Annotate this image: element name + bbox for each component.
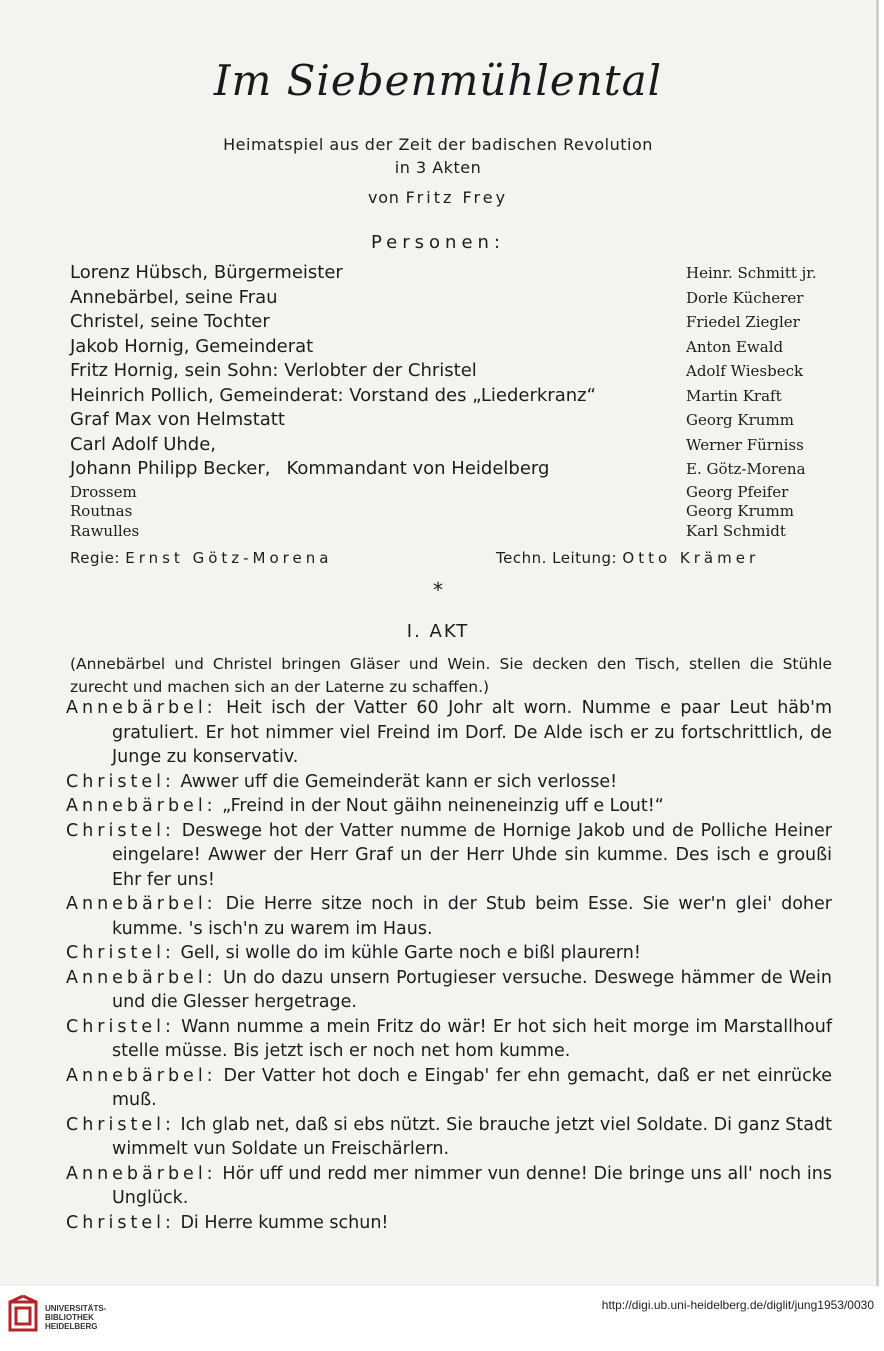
cast-role: Christel, seine Tochter	[70, 311, 270, 332]
cast-row	[70, 457, 840, 482]
source-url-link[interactable]: http://digi.ub.uni-heidelberg.de/diglit/jung1953/0030	[601, 1298, 874, 1312]
cast-actor: Karl Schmidt	[686, 521, 786, 540]
cast-actor: Georg Krumm	[686, 502, 794, 520]
cast-actor: Dorle Kücherer	[686, 288, 804, 307]
speaker: Annebärbel:	[66, 894, 217, 914]
library-name-line: BIBLIOTHEK	[45, 1313, 94, 1322]
line-text: Un do dazu unsern Portugieser versuche. Deswege hämmer de Wein und die Glesser hergetrage.	[112, 967, 832, 1012]
cast-row	[70, 261, 840, 286]
speaker: Annebärbel:	[66, 1163, 217, 1184]
line-text: Deswege hot der Vatter numme de Hornige Jakob und de Polliche Heiner eingelare! Awwer der Herr Graf un der Herr Uhde sin kumme. Des isch e groußi Ehr fer uns!	[112, 820, 832, 890]
document-author	[0, 188, 876, 207]
author-name: Fritz Frey	[405, 188, 509, 207]
dialogue-line	[66, 941, 832, 966]
dialogue-line	[66, 1211, 832, 1236]
cast-role: Fritz Hornig, sein Sohn: Verlobter der Christel	[70, 360, 477, 381]
cast-row	[70, 335, 840, 360]
cast-role-name: Johann Philipp Becker,	[70, 458, 271, 479]
techn-name: Otto Krämer	[622, 549, 760, 567]
line-text: Der Vatter hot doch e Eingab' fer ehn gemacht, daß er net einrücke muß.	[112, 1065, 832, 1110]
cast-row-minor	[70, 521, 840, 541]
dialogue-line	[66, 1064, 832, 1113]
speaker: Christel:	[66, 771, 175, 792]
cast-row	[70, 408, 840, 433]
cast-role: Lorenz Hübsch, Bürgermeister	[70, 262, 343, 283]
cast-row	[70, 359, 840, 384]
dialogue-line	[66, 1162, 832, 1211]
line-text: Di Herre kumme schun!	[180, 1212, 389, 1233]
cast-row-minor	[70, 482, 840, 502]
speaker: Annebärbel:	[66, 1065, 217, 1086]
akt-heading: I. AKT	[406, 621, 470, 642]
cast-row	[70, 310, 840, 335]
cast-row-minor	[70, 501, 840, 521]
techn-credit	[496, 549, 759, 567]
line-text: Die Herre sitze noch in der Stub beim Esse. Sie wer'n glei' doher kumme. 's isch'n zu warem im Haus.	[112, 894, 832, 939]
cast-actor: Anton Ewald	[686, 337, 784, 356]
cast-role: Rawulles	[70, 521, 140, 540]
speaker: Christel:	[66, 943, 175, 963]
dialogue	[66, 696, 832, 1235]
line-text: Awwer uff die Gemeinderät kann er sich verlosse!	[180, 771, 618, 792]
cast-actor: E. Götz-Morena	[686, 460, 806, 478]
line-text: Heit isch der Vatter 60 Johr alt worn. Numme e paar Leut häb'm gratuliert. Er hot nimmer viel Freind im Dorf. De Alde isch er zu fortschrittlich, de Junge zu konservativ.	[112, 698, 832, 767]
cast-role: Carl Adolf Uhde,	[70, 433, 217, 455]
personen-heading: Personen:	[370, 232, 506, 253]
dialogue-line	[66, 1015, 832, 1064]
cast-actor: Adolf Wiesbeck	[686, 362, 804, 380]
dialogue-line	[66, 770, 832, 795]
speaker: Christel:	[66, 1212, 175, 1233]
line-text: „Freind in der Nout gäihn neineneinzig uff e Lout!“	[222, 796, 664, 816]
cast-role: Jakob Hornig, Gemeinderat	[70, 335, 314, 357]
techn-label: Techn. Leitung:	[496, 549, 618, 567]
footer-bar	[0, 1286, 884, 1351]
cast-row	[70, 286, 840, 311]
stage-direction: (Annebärbel und Christel bringen Gläser und Wein. Sie decken den Tisch, stellen die Stühle zurecht und machen sich an der Laterne zu schaffen.)	[70, 655, 832, 696]
speaker: Annebärbel:	[66, 967, 217, 988]
document-acts: in 3 Akten	[394, 158, 482, 177]
library-logo-icon	[8, 1294, 40, 1334]
dialogue-line	[66, 1113, 832, 1162]
speaker: Christel:	[66, 820, 175, 841]
line-text: Wann numme a mein Fritz do wär! Er hot sich heit morge im Marstallhouf stelle müsse. Bis jetzt isch er noch net hom kumme.	[112, 1016, 832, 1061]
cast-actor: Martin Kraft	[686, 386, 782, 405]
cast-role: Drossem	[70, 482, 137, 501]
regie-credit	[70, 549, 332, 567]
speaker: Annebärbel:	[66, 796, 217, 816]
cast-actor: Friedel Ziegler	[686, 313, 800, 331]
cast-actor: Georg Krumm	[686, 411, 794, 429]
line-text: Gell, si wolle do im kühle Garte noch e bißl plaurern!	[180, 943, 641, 963]
cast-row	[70, 384, 840, 409]
regie-label: Regie:	[70, 549, 120, 567]
cast-row	[70, 433, 840, 458]
dialogue-line	[66, 966, 832, 1015]
speaker: Christel:	[66, 1016, 175, 1037]
speaker: Annebärbel:	[66, 698, 217, 718]
line-text: Hör uff und redd mer nimmer vun denne! Die bringe uns all' noch ins Unglück.	[112, 1163, 832, 1208]
dialogue-line	[66, 892, 832, 941]
dialogue-line	[66, 696, 832, 770]
author-prefix: von	[367, 188, 400, 207]
cast-role: Routnas	[70, 502, 133, 520]
library-name	[45, 1304, 106, 1331]
dialogue-line	[66, 819, 832, 893]
line-text: Ich glab net, daß si ebs nützt. Sie brauche jetzt viel Soldate. Di ganz Stadt wimmelt vun Soldate un Freischärlern.	[112, 1114, 832, 1159]
cast-actor: Georg Pfeifer	[686, 482, 789, 501]
cast-role: Graf Max von Helmstatt	[70, 409, 285, 430]
cast-role	[70, 457, 549, 481]
cast-role: Heinrich Pollich, Gemeinderat: Vorstand des „Liederkranz“	[70, 384, 596, 406]
speaker: Christel:	[66, 1114, 175, 1135]
cast-list	[70, 261, 840, 540]
document-title: Im Siebenmühlental	[213, 56, 663, 105]
regie-name: Ernst Götz-Morena	[125, 549, 333, 567]
library-logo[interactable]	[8, 1294, 40, 1338]
library-name-line: HEIDELBERG	[45, 1322, 98, 1331]
dialogue-line	[66, 794, 832, 819]
cast-role-extra: Kommandant von Heidelberg	[286, 458, 550, 479]
document-subtitle: Heimatspiel aus der Zeit der badischen Revolution	[223, 135, 653, 154]
cast-role: Annebärbel, seine Frau	[70, 286, 278, 308]
separator-star: *	[433, 578, 443, 602]
library-name-line: UNIVERSITÄTS-	[45, 1304, 107, 1313]
cast-actor: Werner Fürniss	[686, 435, 804, 454]
cast-actor: Heinr. Schmitt jr.	[686, 264, 817, 282]
